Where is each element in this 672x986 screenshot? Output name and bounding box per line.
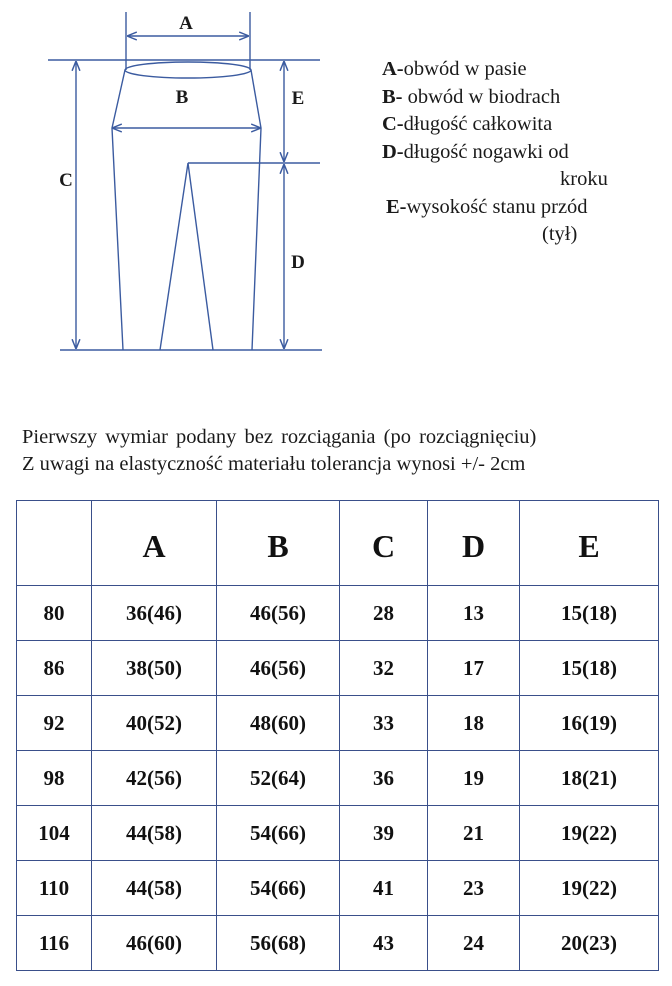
measurement-cell: 19(22) — [520, 806, 659, 861]
header-cell — [17, 501, 92, 586]
measurement-cell: 36(46) — [92, 586, 217, 641]
size-cell: 98 — [17, 751, 92, 806]
size-cell: 92 — [17, 696, 92, 751]
legend-item-c: C-długość całkowita — [382, 113, 553, 135]
header-cell: B — [217, 501, 340, 586]
label-a: A — [179, 13, 193, 34]
size-cell: 116 — [17, 916, 92, 971]
measurement-cell: 44(58) — [92, 861, 217, 916]
table-row — [17, 641, 659, 696]
measurement-cell: 15(18) — [520, 586, 659, 641]
measurement-cell: 32 — [340, 641, 428, 696]
measurement-cell: 21 — [428, 806, 520, 861]
legend-item-d: D-długość nogawki od — [382, 140, 569, 163]
measurement-cell: 42(56) — [92, 751, 217, 806]
note-line-1: Pierwszy wymiar podany bez rozciągania (po rozciągnięciu) — [22, 426, 537, 448]
pants-outer-right — [251, 70, 261, 350]
table-row — [17, 916, 659, 971]
label-b: B — [175, 87, 189, 108]
measurement-cell: 46(60) — [92, 916, 217, 971]
header-cell: C — [340, 501, 428, 586]
measurement-cell: 33 — [340, 696, 428, 751]
label-c: C — [59, 170, 73, 191]
legend-item-a: A-obwód w pasie — [382, 58, 527, 80]
measurement-cell: 15(18) — [520, 641, 659, 696]
measurement-cell: 48(60) — [217, 696, 340, 751]
measurement-cell: 13 — [428, 586, 520, 641]
measurement-cell: 36 — [340, 751, 428, 806]
pants-outer-left — [112, 70, 125, 350]
measurement-cell: 19 — [428, 751, 520, 806]
measurement-cell: 40(52) — [92, 696, 217, 751]
note-line-2: Z uwagi na elastyczność materiału tolerancja wynosi +/- 2cm — [22, 453, 526, 475]
measurement-cell: 54(66) — [217, 861, 340, 916]
measurement-cell: 23 — [428, 861, 520, 916]
size-table — [16, 500, 659, 971]
measurement-cell: 46(56) — [217, 641, 340, 696]
size-cell: 86 — [17, 641, 92, 696]
table-row — [17, 806, 659, 861]
measurement-cell: 17 — [428, 641, 520, 696]
legend-item-e: E-wysokość stanu przód — [386, 195, 588, 218]
header-cell: D — [428, 501, 520, 586]
label-d: D — [291, 252, 305, 273]
size-cell: 80 — [17, 586, 92, 641]
pants-inseam — [160, 163, 213, 350]
header-cell: A — [92, 501, 217, 586]
measurement-cell: 44(58) — [92, 806, 217, 861]
legend-item-d-continued: kroku — [560, 168, 608, 190]
measurement-cell: 38(50) — [92, 641, 217, 696]
legend-item-e-continued: (tył) — [542, 223, 578, 245]
header-cell: E — [520, 501, 659, 586]
pants-measurement-diagram — [0, 0, 340, 370]
measurement-cell: 39 — [340, 806, 428, 861]
table-body — [17, 586, 659, 971]
measurement-cell: 46(56) — [217, 586, 340, 641]
table-row — [17, 861, 659, 916]
table-row — [17, 696, 659, 751]
measurement-cell: 20(23) — [520, 916, 659, 971]
measurement-legend — [382, 56, 608, 249]
waistband-ellipse — [125, 62, 251, 78]
table-row — [17, 586, 659, 641]
table-header-row — [17, 501, 659, 586]
measurement-cell: 54(66) — [217, 806, 340, 861]
measurement-cell: 24 — [428, 916, 520, 971]
measurement-cell: 52(64) — [217, 751, 340, 806]
size-cell: 110 — [17, 861, 92, 916]
size-cell: 104 — [17, 806, 92, 861]
label-e: E — [291, 88, 305, 109]
legend-item-b: B- obwód w biodrach — [382, 85, 561, 108]
measurement-cell: 18 — [428, 696, 520, 751]
tolerance-note — [22, 424, 536, 478]
measurement-cell: 16(19) — [520, 696, 659, 751]
measurement-cell: 43 — [340, 916, 428, 971]
measurement-cell: 41 — [340, 861, 428, 916]
measurement-cell: 28 — [340, 586, 428, 641]
measurement-cell: 56(68) — [217, 916, 340, 971]
table-row — [17, 751, 659, 806]
measurement-cell: 18(21) — [520, 751, 659, 806]
measurement-cell: 19(22) — [520, 861, 659, 916]
